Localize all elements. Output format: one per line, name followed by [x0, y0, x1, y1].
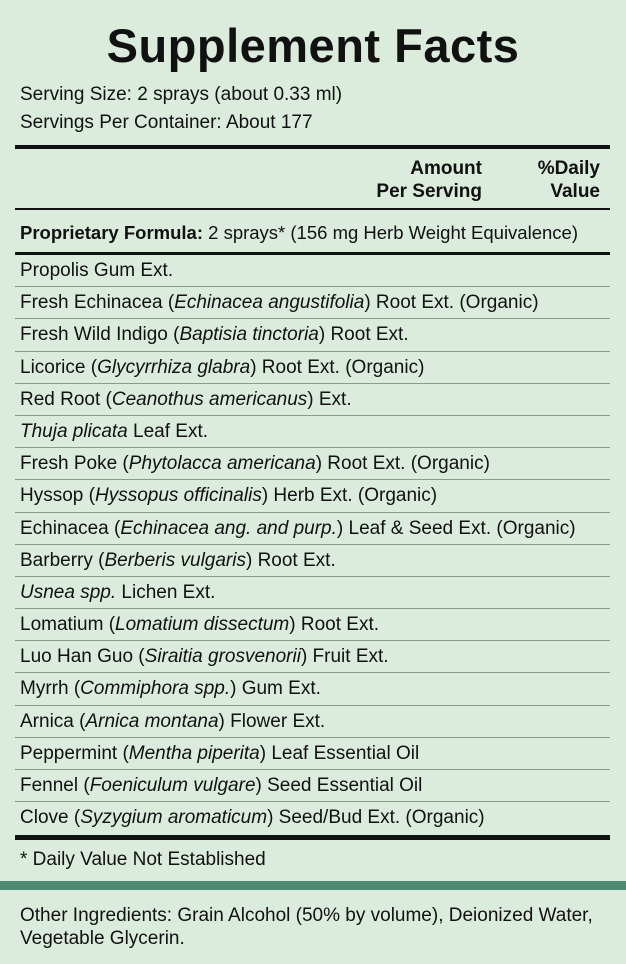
ingredient-latin-name: Glycyrrhiza glabra	[97, 356, 251, 378]
ingredient-latin-name: Echinacea ang. and purp.	[120, 517, 337, 539]
ingredient-row	[15, 384, 610, 416]
ingredient-text: Luo Han Guo (	[20, 646, 145, 668]
ingredient-text: ) Root Ext.	[245, 549, 336, 571]
ingredient-text: Arnica (	[20, 710, 86, 732]
ingredient-row	[15, 513, 610, 545]
ingredient-row	[15, 319, 610, 351]
proprietary-detail: 2 sprays* (156 mg Herb Weight Equivalence)	[203, 222, 578, 243]
ingredient-text: ) Root Ext. (Organic)	[364, 292, 539, 314]
thick-rule-bottom	[15, 835, 610, 840]
ingredient-text: ) Root Ext.	[289, 614, 380, 636]
ingredient-row	[15, 641, 610, 673]
dv-header-line1: %Daily	[537, 158, 600, 179]
ingredient-latin-name: Echinacea angustifolia	[174, 292, 365, 314]
ingredient-text: Hyssop (	[20, 485, 95, 507]
ingredient-latin-name: Siraitia grosvenorii	[144, 646, 301, 668]
ingredient-text: Echinacea (	[20, 517, 121, 539]
serving-size: Serving Size: 2 sprays (about 0.33 ml)	[20, 84, 343, 105]
ingredient-row	[15, 416, 610, 448]
ingredient-latin-name: Hyssopus officinalis	[94, 485, 262, 507]
ingredient-row	[15, 352, 610, 384]
ingredient-text: ) Gum Ext.	[230, 678, 321, 700]
ingredient-latin-name: Usnea spp.	[20, 581, 117, 603]
ingredient-text: ) Ext.	[307, 388, 352, 410]
dv-header-line2: Value	[550, 181, 600, 202]
ingredient-text: Leaf Ext.	[127, 420, 209, 442]
daily-value-header	[538, 157, 600, 203]
ingredient-latin-name: Commiphora spp.	[80, 678, 231, 700]
header-rule	[15, 208, 610, 210]
other-ingredients: Other Ingredients: Grain Alcohol (50% by volume), Deionized Water, Vegetable Glycerin.	[20, 905, 593, 949]
ingredient-text: ) Root Ext. (Organic)	[315, 453, 490, 475]
ingredient-text: ) Flower Ext.	[218, 710, 326, 732]
ingredient-row	[15, 480, 610, 512]
daily-value-footnote: * Daily Value Not Established	[20, 849, 266, 870]
ingredient-row	[15, 577, 610, 609]
ingredient-row	[15, 287, 610, 319]
ingredient-text: Fennel (	[20, 775, 90, 796]
ingredient-text: Lichen Ext.	[116, 581, 216, 603]
ingredient-text: Fresh Wild Indigo (	[20, 324, 180, 346]
ingredient-text: ) Leaf & Seed Ext. (Organic)	[336, 517, 576, 539]
ingredient-row	[15, 706, 610, 738]
ingredient-text: ) Herb Ext. (Organic)	[261, 485, 438, 507]
thick-rule-top	[15, 145, 610, 149]
divider-band	[0, 881, 626, 890]
ingredient-row	[15, 770, 610, 802]
proprietary-formula	[20, 222, 578, 244]
ingredient-latin-name: Lomatium dissectum	[115, 614, 290, 636]
ingredient-text: Propolis Gum Ext.	[20, 260, 174, 281]
ingredient-text: ) Root Ext.	[318, 324, 409, 346]
ingredient-latin-name: Arnica montana	[85, 710, 219, 732]
ingredient-text: Fresh Echinacea (	[20, 292, 175, 314]
ingredient-latin-name: Mentha piperita	[128, 742, 260, 764]
ingredient-row	[15, 673, 610, 705]
ingredient-text: Fresh Poke (	[20, 453, 129, 475]
ingredient-row	[15, 255, 610, 287]
ingredient-latin-name: Baptisia tinctoria	[179, 324, 319, 346]
amount-per-serving-header	[376, 157, 482, 203]
ingredient-text: ) Seed/Bud Ext. (Organic)	[267, 807, 485, 829]
ingredient-list	[15, 255, 610, 834]
servings-per-container: Servings Per Container: About 177	[20, 112, 313, 133]
ingredient-text: Clove (	[20, 807, 81, 829]
ingredient-text: ) Root Ext. (Organic)	[250, 356, 425, 378]
ingredient-text: ) Seed Essential Oil	[255, 775, 423, 796]
ingredient-text: Barberry (	[20, 549, 105, 571]
ingredient-text: Lomatium (	[20, 614, 116, 636]
ingredient-text: ) Fruit Ext.	[300, 646, 389, 668]
ingredient-text: Peppermint (	[20, 742, 129, 764]
ingredient-row	[15, 609, 610, 641]
ingredient-latin-name: Phytolacca americana	[128, 453, 316, 475]
ingredient-row	[15, 545, 610, 577]
ingredient-latin-name: Foeniculum vulgare	[89, 775, 256, 796]
ingredient-latin-name: Syzygium aromaticum	[80, 807, 268, 829]
amount-header-line2: Per Serving	[376, 181, 482, 202]
ingredient-text: Licorice (	[20, 356, 98, 378]
ingredient-latin-name: Ceanothus americanus	[111, 388, 308, 410]
ingredient-text: ) Leaf Essential Oil	[259, 742, 420, 764]
ingredient-row	[15, 738, 610, 770]
ingredient-latin-name: Berberis vulgaris	[104, 549, 246, 571]
amount-header-line1: Amount	[410, 158, 482, 179]
ingredient-row	[15, 802, 610, 834]
ingredient-text: Myrrh (	[20, 678, 81, 700]
panel-title: Supplement Facts	[106, 19, 520, 72]
ingredient-text: Red Root (	[20, 388, 112, 410]
ingredient-latin-name: Thuja plicata	[20, 420, 128, 442]
proprietary-label: Proprietary Formula:	[20, 222, 203, 243]
ingredient-row	[15, 448, 610, 480]
